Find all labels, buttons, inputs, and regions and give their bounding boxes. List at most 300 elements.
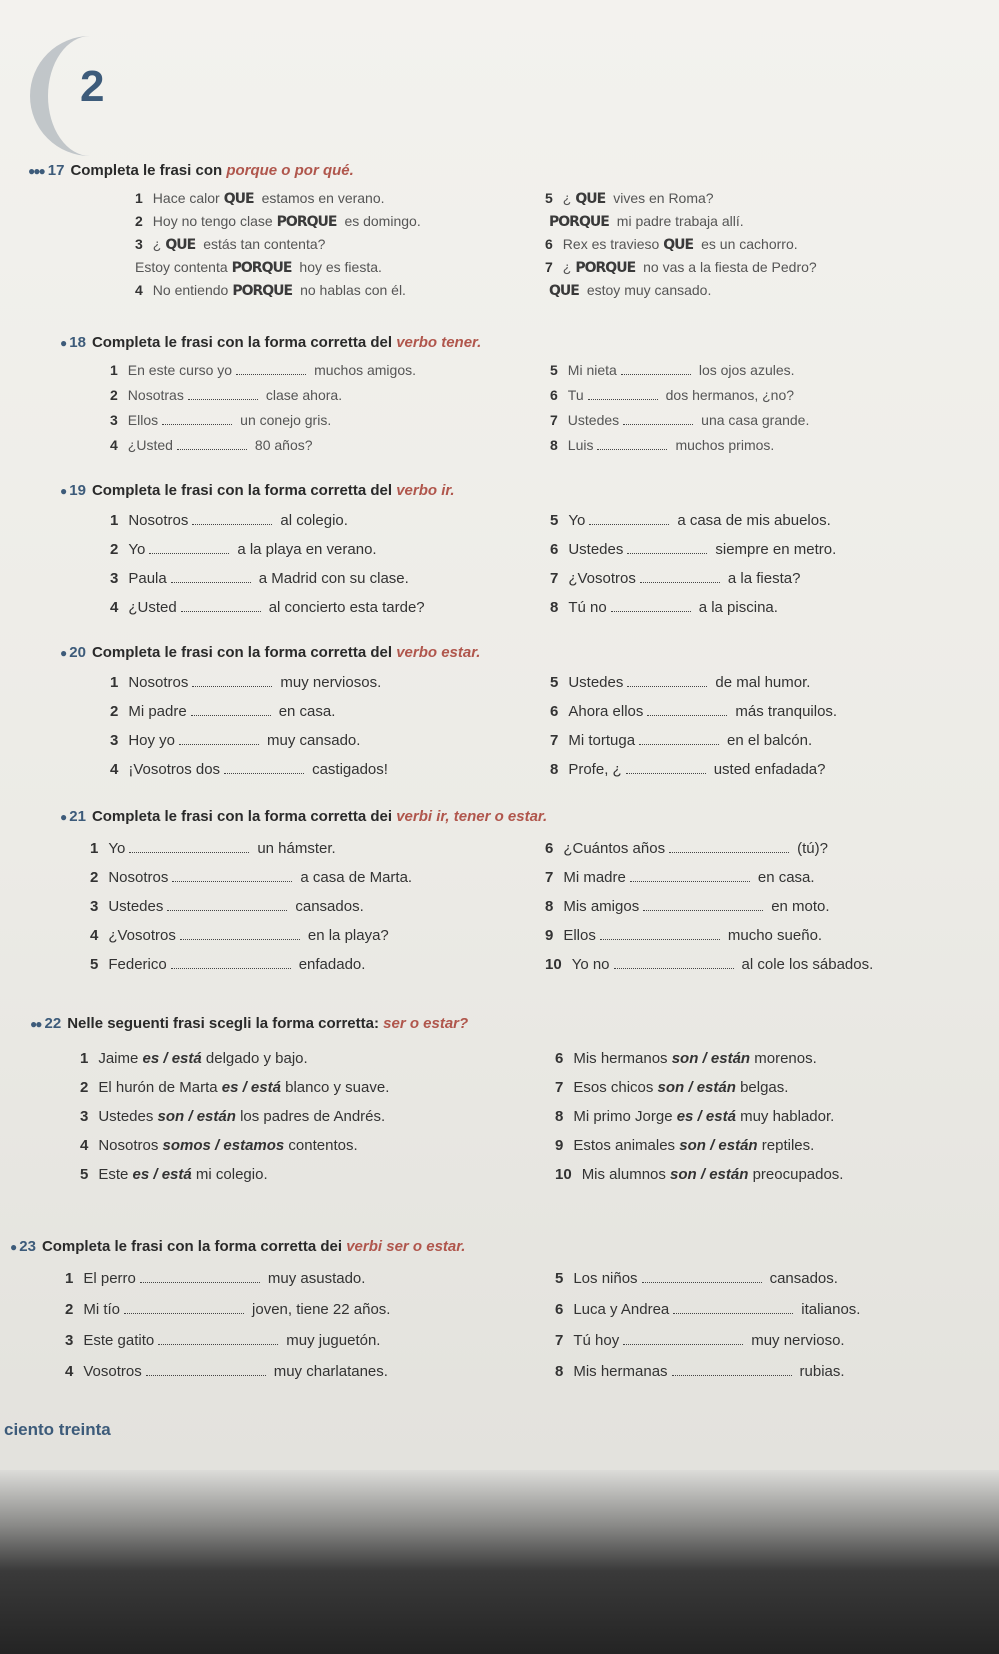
item-text-before: Paula: [128, 570, 167, 587]
answer-blank[interactable]: [129, 852, 249, 853]
answer-blank[interactable]: [191, 715, 271, 716]
item-number: 1: [65, 1270, 74, 1287]
item-text-after: muchos primos.: [675, 437, 775, 453]
item-text-before: Nosotros: [108, 869, 169, 886]
exercise-18-title: ● 18 Completa le frasi con la forma corretta del verbo tener.: [60, 334, 482, 351]
item-text-after: reptiles.: [757, 1137, 815, 1154]
exercise-item: [550, 437, 774, 453]
item-number: 6: [545, 840, 554, 857]
item-text-before: No entiendo: [152, 282, 229, 298]
item-text-after: enfadado.: [298, 956, 366, 973]
exercise-item: [545, 927, 822, 944]
item-text-after: en moto.: [771, 898, 830, 915]
item-text-after: rubias.: [799, 1363, 845, 1380]
answer-blank[interactable]: [611, 611, 691, 612]
answer-blank[interactable]: [180, 939, 300, 940]
item-text-before: ¿Vosotros: [568, 570, 636, 587]
answer-blank[interactable]: [188, 399, 258, 400]
answer-blank[interactable]: [672, 1375, 792, 1376]
item-text-before: El perro: [83, 1270, 136, 1287]
exercise-item: [550, 570, 800, 587]
exercise-item: [110, 599, 425, 616]
exercise-item: [110, 703, 335, 720]
exercise-item: [80, 1050, 308, 1067]
item-number: 8: [550, 437, 558, 453]
item-number: 4: [65, 1363, 74, 1380]
exercise-item: [550, 512, 831, 529]
item-text-before: Este gatito: [83, 1332, 155, 1349]
answer-blank[interactable]: [146, 1375, 266, 1376]
exercise-item: [135, 236, 325, 253]
item-number: 8: [555, 1363, 564, 1380]
item-number: 6: [555, 1050, 564, 1067]
exercise-item: [555, 1079, 788, 1096]
answer-blank[interactable]: [124, 1313, 244, 1314]
choice-options[interactable]: son / están: [157, 1108, 236, 1125]
exercise-item: [545, 898, 830, 915]
answer-blank[interactable]: [639, 744, 719, 745]
exercise-item: [110, 362, 416, 378]
item-text-before: Los niños: [573, 1270, 638, 1287]
handwritten-answer: QUE: [223, 191, 254, 207]
item-text-after: siempre en metro.: [715, 541, 837, 558]
item-number: 8: [550, 761, 559, 778]
exercise-item: [555, 1332, 845, 1349]
handwritten-answer: QUE: [575, 191, 606, 207]
item-text-before: Tu: [567, 387, 584, 403]
item-text-after: estamos en verano.: [261, 190, 385, 206]
item-text-after: delgado y bajo.: [201, 1050, 308, 1067]
answer-blank[interactable]: [177, 449, 247, 450]
item-number: 1: [110, 674, 119, 691]
item-number: 4: [135, 282, 143, 298]
item-text-before: Mi tío: [83, 1301, 121, 1318]
item-number: 2: [65, 1301, 74, 1318]
exercise-item: [110, 437, 313, 453]
exercise-item: [555, 1137, 814, 1154]
item-text-after: no vas a la fiesta de Pedro?: [643, 259, 817, 275]
exercise-item: [545, 956, 873, 973]
exercise-item: [110, 541, 377, 558]
item-number: 6: [555, 1301, 564, 1318]
item-text-before: ¿: [152, 236, 162, 252]
item-text-after: al colegio.: [280, 512, 348, 529]
exercise-item: [545, 259, 817, 276]
exercise-21-title: ● 21 Completa le frasi con la forma corretta dei verbi ir, tener o estar.: [60, 808, 548, 825]
answer-blank[interactable]: [621, 374, 691, 375]
exercise-item: [545, 236, 798, 253]
answer-blank[interactable]: [630, 881, 750, 882]
item-text-after: los padres de Andrés.: [235, 1108, 386, 1125]
item-number: 2: [90, 869, 99, 886]
item-text-before: Mi tortuga: [568, 732, 636, 749]
item-text-after: un hámster.: [257, 840, 336, 857]
item-text-before: ¿Vosotros: [108, 927, 176, 944]
answer-blank[interactable]: [589, 524, 669, 525]
item-number: 8: [555, 1108, 564, 1125]
item-text-after: a la piscina.: [698, 599, 778, 616]
exercise-item: [90, 898, 364, 915]
exercise-item: [90, 869, 412, 886]
item-text-before: ¿Usted: [128, 599, 177, 616]
answer-blank[interactable]: [181, 611, 261, 612]
item-text-before: ¡Vosotros dos: [128, 761, 221, 778]
item-number: 1: [80, 1050, 89, 1067]
exercise-item: [135, 213, 421, 230]
item-number: 2: [80, 1079, 89, 1096]
item-text-after: contentos.: [284, 1137, 358, 1154]
choice-options[interactable]: son / están: [671, 1050, 751, 1067]
handwritten-answer: QUE: [165, 237, 196, 253]
exercise-item: [550, 674, 810, 691]
answer-blank[interactable]: [179, 744, 259, 745]
item-text-after: vives en Roma?: [613, 190, 714, 206]
item-number: 3: [80, 1108, 89, 1125]
item-text-after: en casa.: [757, 869, 815, 886]
item-text-after: estás tan contenta?: [203, 236, 326, 252]
exercise-item: [555, 1363, 845, 1380]
item-number: 5: [550, 674, 559, 691]
item-text-before: Este: [98, 1166, 133, 1183]
item-text-before: Mis hermanos: [573, 1050, 672, 1067]
exercise-item: [90, 927, 389, 944]
answer-blank[interactable]: [643, 910, 763, 911]
item-text-after: muy nerviosos.: [280, 674, 382, 691]
item-text-before: Mi nieta: [567, 362, 617, 378]
item-number: 2: [135, 213, 143, 229]
choice-options[interactable]: es / está: [676, 1108, 736, 1125]
exercise-item: [90, 956, 365, 973]
handwritten-answer: PORQUE: [232, 283, 293, 299]
item-number: 9: [545, 927, 554, 944]
item-text-before: El hurón de Marta: [98, 1079, 222, 1096]
item-number: 5: [90, 956, 99, 973]
exercise-item: [110, 732, 360, 749]
item-text-before: ¿Cuántos años: [563, 840, 666, 857]
exercise-17-title: ●●● 17 Completa le frasi con porque o por qué.: [28, 162, 354, 179]
item-number: 2: [110, 703, 119, 720]
answer-blank[interactable]: [669, 852, 789, 853]
item-number: 4: [110, 761, 119, 778]
exercise-item: [550, 387, 794, 403]
item-text-after: mi padre trabaja allí.: [616, 213, 744, 229]
item-text-after: cansados.: [295, 898, 364, 915]
item-text-after: de mal humor.: [715, 674, 811, 691]
item-text-after: (tú)?: [797, 840, 828, 857]
item-text-after: a Madrid con su clase.: [258, 570, 409, 587]
item-number: 5: [555, 1270, 564, 1287]
item-text-before: Nosotros: [98, 1137, 163, 1154]
choice-options[interactable]: son / están: [657, 1079, 736, 1096]
item-text-after: italianos.: [801, 1301, 861, 1318]
answer-blank[interactable]: [614, 968, 734, 969]
choice-options[interactable]: es / está: [132, 1166, 192, 1183]
item-number: 5: [80, 1166, 89, 1183]
item-text-before: Luis: [567, 437, 594, 453]
item-text-after: muy juguetón.: [286, 1332, 381, 1349]
exercise-item: [135, 190, 385, 207]
exercise-item: [110, 674, 381, 691]
exercise-item: [65, 1301, 390, 1318]
item-text-before: Mi madre: [563, 869, 626, 886]
item-text-after: muy cansado.: [267, 732, 361, 749]
exercise-item: [80, 1137, 358, 1154]
item-number: 7: [545, 869, 554, 886]
item-number: 1: [110, 362, 118, 378]
exercise-item: [555, 1166, 843, 1183]
page-number: 2: [80, 62, 105, 111]
answer-blank[interactable]: [167, 910, 287, 911]
exercise-22-title: ●● 22 Nelle seguenti frasi scegli la forma corretta: ser o estar?: [30, 1015, 469, 1032]
item-text-after: dos hermanos, ¿no?: [665, 387, 795, 403]
item-text-after: los ojos azules.: [698, 362, 795, 378]
item-number: 3: [110, 732, 119, 749]
item-text-after: estoy muy cansado.: [586, 282, 712, 298]
item-text-before: Mi primo Jorge: [573, 1108, 677, 1125]
answer-blank[interactable]: [192, 524, 272, 525]
answer-blank[interactable]: [171, 582, 251, 583]
item-text-after: a la playa en verano.: [237, 541, 377, 558]
exercise-item: [135, 259, 382, 276]
item-number: 7: [555, 1332, 564, 1349]
exercise-item: [80, 1079, 389, 1096]
exercise-item: [110, 512, 348, 529]
item-number: 7: [555, 1079, 564, 1096]
exercise-item: [550, 732, 812, 749]
item-text-after: muchos amigos.: [314, 362, 417, 378]
item-text-before: Estoy contenta: [135, 259, 228, 275]
answer-blank[interactable]: [642, 1282, 762, 1283]
exercise-item: [545, 213, 744, 230]
item-text-after: mi colegio.: [191, 1166, 268, 1183]
item-number: 3: [135, 236, 143, 252]
exercise-item: [65, 1270, 365, 1287]
exercise-item: [545, 190, 714, 207]
answer-blank[interactable]: [673, 1313, 793, 1314]
answer-blank[interactable]: [597, 449, 667, 450]
item-number: 1: [135, 190, 143, 206]
item-text-before: Tú no: [568, 599, 607, 616]
page-footer: ciento treinta: [4, 1420, 111, 1439]
exercise-item: [545, 869, 815, 886]
item-text-after: preocupados.: [748, 1166, 844, 1183]
answer-blank[interactable]: [588, 399, 658, 400]
item-number: 6: [550, 703, 559, 720]
exercise-item: [110, 761, 388, 778]
item-text-before: Yo no: [571, 956, 610, 973]
item-text-before: Ustedes: [567, 412, 620, 428]
item-text-after: en el balcón.: [727, 732, 813, 749]
item-text-before: Yo: [568, 512, 586, 529]
answer-blank[interactable]: [224, 773, 304, 774]
exercise-item: [110, 570, 409, 587]
answer-blank[interactable]: [647, 715, 727, 716]
exercise-item: [555, 1108, 834, 1125]
item-text-before: Profe, ¿: [568, 761, 622, 778]
item-text-after: mucho sueño.: [727, 927, 823, 944]
exercise-item: [555, 1270, 838, 1287]
item-number: 3: [65, 1332, 74, 1349]
item-text-after: joven, tiene 22 años.: [252, 1301, 391, 1318]
item-text-before: Esos chicos: [573, 1079, 658, 1096]
item-number: 9: [555, 1137, 564, 1154]
item-text-after: muy charlatanes.: [273, 1363, 388, 1380]
exercise-item: [550, 362, 795, 378]
item-number: 10: [545, 956, 562, 973]
exercise-item: [550, 412, 809, 428]
answer-blank[interactable]: [623, 1344, 743, 1345]
item-number: 2: [110, 387, 118, 403]
answer-blank[interactable]: [162, 424, 232, 425]
item-text-before: Ellos: [127, 412, 159, 428]
item-text-before: Rex es travieso: [562, 236, 660, 252]
answer-blank[interactable]: [171, 968, 291, 969]
item-text-before: ¿Usted: [127, 437, 173, 453]
item-text-before: Tú hoy: [573, 1332, 620, 1349]
item-text-before: Mi padre: [128, 703, 187, 720]
item-number: 4: [110, 437, 118, 453]
item-text-after: no hablas con él.: [300, 282, 406, 298]
exercise-item: [80, 1108, 385, 1125]
item-number: 10: [555, 1166, 572, 1183]
item-text-before: Vosotros: [83, 1363, 142, 1380]
exercise-19-title: ● 19 Completa le frasi con la forma corretta del verbo ir.: [60, 482, 455, 499]
item-number: 3: [110, 412, 118, 428]
item-text-before: Mis alumnos: [581, 1166, 671, 1183]
choice-options[interactable]: es / está: [142, 1050, 202, 1067]
item-text-after: morenos.: [750, 1050, 817, 1067]
item-text-before: Ellos: [563, 927, 596, 944]
exercise-item: [110, 387, 342, 403]
exercise-item: [110, 412, 331, 428]
exercise-20-title: ● 20 Completa le frasi con la forma corretta del verbo estar.: [60, 644, 481, 661]
item-text-after: a casa de Marta.: [300, 869, 413, 886]
exercise-item: [555, 1050, 817, 1067]
answer-blank[interactable]: [626, 773, 706, 774]
item-number: 7: [550, 570, 559, 587]
exercise-item: [545, 840, 828, 857]
item-number: 7: [550, 732, 559, 749]
answer-blank[interactable]: [600, 939, 720, 940]
item-number: 1: [110, 512, 119, 529]
item-number: 2: [110, 541, 119, 558]
item-text-before: ¿: [562, 190, 572, 206]
item-text-before: Ustedes: [98, 1108, 158, 1125]
answer-blank[interactable]: [140, 1282, 260, 1283]
answer-blank[interactable]: [623, 424, 693, 425]
item-number: 6: [550, 387, 558, 403]
exercise-item: [65, 1363, 388, 1380]
handwritten-answer: PORQUE: [276, 214, 337, 230]
item-text-before: ¿: [562, 259, 572, 275]
exercise-item: [550, 703, 837, 720]
item-text-before: Federico: [108, 956, 167, 973]
answer-blank[interactable]: [158, 1344, 278, 1345]
item-number: 1: [90, 840, 99, 857]
item-text-before: Nosotros: [128, 512, 189, 529]
item-text-after: en la playa?: [307, 927, 389, 944]
item-text-after: es domingo.: [344, 213, 421, 229]
item-number: 5: [550, 512, 559, 529]
exercise-item: [545, 282, 711, 299]
answer-blank[interactable]: [192, 686, 272, 687]
item-text-before: Jaime: [98, 1050, 143, 1067]
exercise-item: [90, 840, 336, 857]
item-text-after: clase ahora.: [265, 387, 343, 403]
exercise-item: [80, 1166, 268, 1183]
item-text-before: Hoy yo: [128, 732, 176, 749]
item-text-before: Luca y Andrea: [573, 1301, 670, 1318]
item-text-before: Mis amigos: [563, 898, 640, 915]
item-text-after: al concierto esta tarde?: [268, 599, 425, 616]
item-text-before: Hoy no tengo clase: [152, 213, 273, 229]
answer-blank[interactable]: [640, 582, 720, 583]
item-text-after: a la fiesta?: [727, 570, 801, 587]
item-text-after: hoy es fiesta.: [299, 259, 382, 275]
item-text-before: Ustedes: [568, 674, 624, 691]
choice-options[interactable]: es / está: [221, 1079, 281, 1096]
exercise-number: 17: [47, 162, 65, 179]
exercise-item: [550, 541, 836, 558]
handwritten-answer: PORQUE: [575, 260, 636, 276]
answer-blank[interactable]: [236, 374, 306, 375]
item-number: 4: [80, 1137, 89, 1154]
item-number: 4: [110, 599, 119, 616]
item-text-after: belgas.: [735, 1079, 789, 1096]
item-number: 3: [90, 898, 99, 915]
item-number: 4: [90, 927, 99, 944]
choice-options[interactable]: son / están: [670, 1166, 749, 1183]
scan-background: [0, 1470, 999, 1654]
item-text-before: Ustedes: [568, 541, 624, 558]
item-text-before: Yo: [128, 541, 146, 558]
choice-options[interactable]: son / están: [679, 1137, 758, 1154]
item-text-before: Mis hermanas: [573, 1363, 668, 1380]
item-text-before: Ahora ellos: [568, 703, 644, 720]
item-number: 6: [545, 236, 553, 252]
item-number: 3: [110, 570, 119, 587]
item-number: 6: [550, 541, 559, 558]
handwritten-answer: QUE: [549, 283, 579, 299]
item-text-after: en casa.: [278, 703, 336, 720]
answer-blank[interactable]: [149, 553, 229, 554]
exercise-item: [555, 1301, 860, 1318]
item-text-before: En este curso yo: [127, 362, 233, 378]
answer-blank[interactable]: [172, 881, 292, 882]
item-text-after: al cole los sábados.: [741, 956, 874, 973]
item-text-after: 80 años?: [254, 437, 313, 453]
exercise-item: [65, 1332, 380, 1349]
item-text-before: Nosotros: [128, 674, 189, 691]
choice-options[interactable]: somos / estamos: [162, 1137, 285, 1154]
item-text-after: muy asustado.: [267, 1270, 366, 1287]
answer-blank[interactable]: [627, 553, 707, 554]
exercise-item: [550, 599, 778, 616]
answer-blank[interactable]: [627, 686, 707, 687]
item-text-after: blanco y suave.: [280, 1079, 390, 1096]
item-text-after: más tranquilos.: [735, 703, 838, 720]
exercise-item: [135, 282, 406, 299]
item-text-before: Yo: [108, 840, 126, 857]
item-number: 5: [550, 362, 558, 378]
item-number: 7: [550, 412, 558, 428]
item-text-after: castigados!: [312, 761, 388, 778]
item-text-before: Estos animales: [573, 1137, 680, 1154]
item-number: 8: [550, 599, 559, 616]
item-text-after: muy nervioso.: [751, 1332, 845, 1349]
handwritten-answer: PORQUE: [231, 260, 292, 276]
item-text-before: Hace calor: [152, 190, 220, 206]
